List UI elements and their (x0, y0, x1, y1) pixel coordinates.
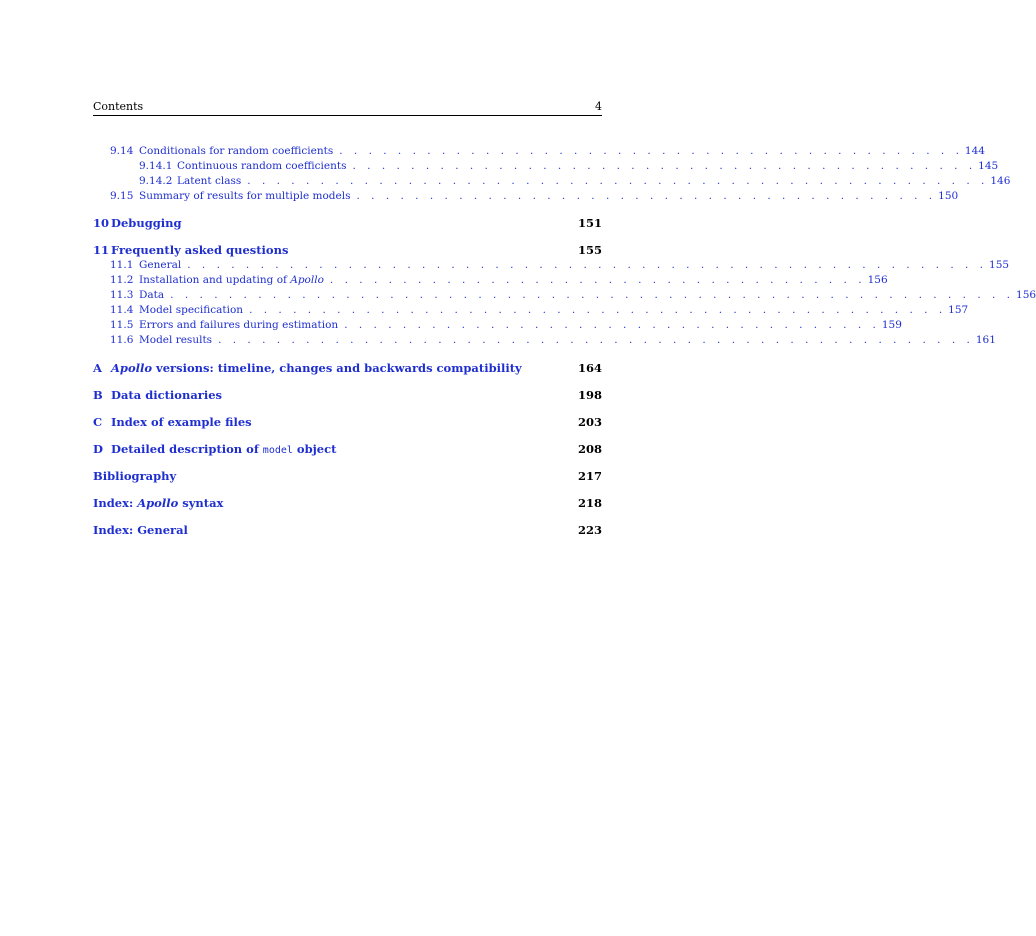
toc-page-number: 198 (577, 388, 602, 402)
toc-leader-dots: . . . . . . . . . . . . . . . . . . . . . . . . . . . . . . . . . . . . . . . . . . . . . . . . . . . . . . . (187, 259, 988, 271)
toc-section-label: Conditionals for random coefficients (139, 145, 334, 157)
toc-chapter-label: Index: General (93, 523, 188, 537)
toc-page-number: 145 (978, 160, 999, 172)
toc-page-number: 151 (577, 216, 602, 230)
toc-label-text: Index: (93, 496, 138, 510)
toc-label-text: Installation and updating of (139, 274, 291, 286)
toc-leader-dots: . . . . . . . . . . . . . . . . . . . . . . . . . . . . . . . . . . . . . (344, 319, 880, 331)
toc-page-number: 156 (867, 274, 888, 286)
toc-label-italic: Apollo (290, 274, 324, 286)
toc-page-number: 144 (964, 145, 985, 157)
toc-page-number: 155 (989, 259, 1010, 271)
toc-chapter-label: Data dictionaries (111, 388, 222, 402)
toc-section-label: Model results (139, 334, 213, 346)
toc-section-number: 9.14.2 (139, 175, 173, 187)
toc-leader-dots: . . . . . . . . . . . . . . . . . . . . . . . . . . . . . . . . . . . . . (329, 274, 866, 286)
toc-leader-dots: . . . . . . . . . . . . . . . . . . . . . . . . . . . . . . . . . . . . . . . . . . . (352, 160, 977, 172)
toc-entry-9-14-1[interactable] (93, 159, 999, 174)
toc-chapter-label: Frequently asked questions (111, 243, 289, 257)
toc-chapter-number: 10 (93, 216, 110, 230)
toc-section-number: 9.14.1 (139, 160, 173, 172)
toc-section-number: 11.3 (110, 289, 134, 301)
toc-section-number: 11.2 (110, 274, 134, 286)
toc-chapter-10[interactable] (93, 215, 602, 231)
toc-chapter-label: Bibliography (93, 469, 177, 483)
toc-entry-11-5[interactable] (93, 318, 902, 333)
toc-page-number: 159 (881, 319, 902, 331)
toc-appendix-a[interactable] (93, 360, 602, 376)
toc-entry-9-15[interactable] (93, 189, 959, 204)
toc-chapter-11[interactable] (93, 242, 602, 258)
toc-leader-dots: . . . . . . . . . . . . . . . . . . . . . . . . . . . . . . . . . . . . . . . . . . . . . . . . . . . . (218, 334, 974, 346)
toc-section-label: Errors and failures during estimation (139, 319, 339, 331)
toc-chapter-number: A (93, 361, 102, 375)
toc-section-label: Latent class (177, 175, 242, 187)
toc-appendix-b[interactable] (93, 387, 602, 403)
toc-chapter-label: Debugging (111, 216, 182, 230)
toc-section-number: 11.6 (110, 334, 134, 346)
toc-label-text: syntax (178, 496, 224, 510)
toc-page-number: 161 (975, 334, 996, 346)
toc-page-number: 208 (577, 442, 602, 456)
toc-section-label: Continuous random coefficients (177, 160, 347, 172)
toc-chapter-number: B (93, 388, 103, 402)
toc-chapter-number: D (93, 442, 103, 456)
toc-page-number: 150 (938, 190, 959, 202)
toc-page-number: 218 (577, 496, 602, 510)
toc-label-italic: Apollo (111, 361, 153, 375)
toc-page-number: 164 (577, 361, 602, 375)
toc-label-text: Detailed description of (111, 442, 263, 456)
toc-page-number: 156 (1016, 289, 1036, 301)
toc-label-text: object (292, 442, 337, 456)
toc-chapter-label (111, 441, 578, 459)
toc-section-label: Data (139, 289, 165, 301)
toc-section-number: 11.5 (110, 319, 134, 331)
toc-section-number: 11.1 (110, 259, 134, 271)
toc-page-number: 203 (577, 415, 602, 429)
toc-appendix-c[interactable] (93, 414, 602, 430)
toc-entry-9-14[interactable] (93, 144, 985, 159)
toc-leader-dots: . . . . . . . . . . . . . . . . . . . . . . . . . . . . . . . . . . . . . . . . (356, 190, 937, 202)
toc-page-number: 155 (577, 243, 602, 257)
toc-page-number: 217 (577, 469, 602, 483)
toc-chapter-label: Index of example files (111, 415, 252, 429)
toc-chapter-label (111, 360, 578, 376)
toc-section-number: 11.4 (110, 304, 134, 316)
toc-section-label: General (139, 259, 182, 271)
toc-section-label: Model specification (139, 304, 244, 316)
toc-entry-11-6[interactable] (93, 333, 996, 348)
toc-entry-11-4[interactable] (93, 303, 969, 318)
toc-label-text: versions: timeline, changes and backwards compatibility (152, 361, 522, 375)
toc-section-number: 9.15 (110, 190, 134, 202)
toc-label-code: model (262, 445, 293, 456)
header-page-number: 4 (595, 100, 602, 113)
toc-page-number: 157 (948, 304, 969, 316)
toc-index-general[interactable] (93, 522, 602, 538)
toc-entry-9-14-2[interactable] (93, 174, 1011, 189)
toc-leader-dots: . . . . . . . . . . . . . . . . . . . . . . . . . . . . . . . . . . . . . . . . . . . (339, 145, 963, 157)
toc-section-label (139, 273, 324, 288)
toc-leader-dots: . . . . . . . . . . . . . . . . . . . . . . . . . . . . . . . . . . . . . . . . . . . . . . . . . . . (247, 175, 989, 187)
toc-leader-dots: . . . . . . . . . . . . . . . . . . . . . . . . . . . . . . . . . . . . . . . . . . . . . . . . (249, 304, 947, 316)
toc-label-italic: Apollo (137, 496, 179, 510)
toc-appendix-d[interactable] (93, 441, 602, 457)
toc-chapter-label (93, 495, 578, 511)
running-header (93, 98, 602, 116)
toc-index-apollo-syntax[interactable] (93, 495, 602, 511)
toc-section-number: 9.14 (110, 145, 134, 157)
header-title: Contents (93, 100, 144, 113)
toc-chapter-number: C (93, 415, 103, 429)
toc-page-number: 146 (990, 175, 1011, 187)
toc-chapter-number: 11 (93, 243, 110, 257)
toc-bibliography[interactable] (93, 468, 602, 484)
toc-entry-11-3[interactable] (93, 288, 1036, 303)
toc-entry-11-1[interactable] (93, 258, 1010, 273)
toc-section-label: Summary of results for multiple models (139, 190, 351, 202)
toc-entry-11-2[interactable] (93, 273, 888, 288)
toc-leader-dots: . . . . . . . . . . . . . . . . . . . . . . . . . . . . . . . . . . . . . . . . . . . . . . . . . . . . . . . . . . (170, 289, 1015, 301)
toc-page-number: 223 (577, 523, 602, 537)
